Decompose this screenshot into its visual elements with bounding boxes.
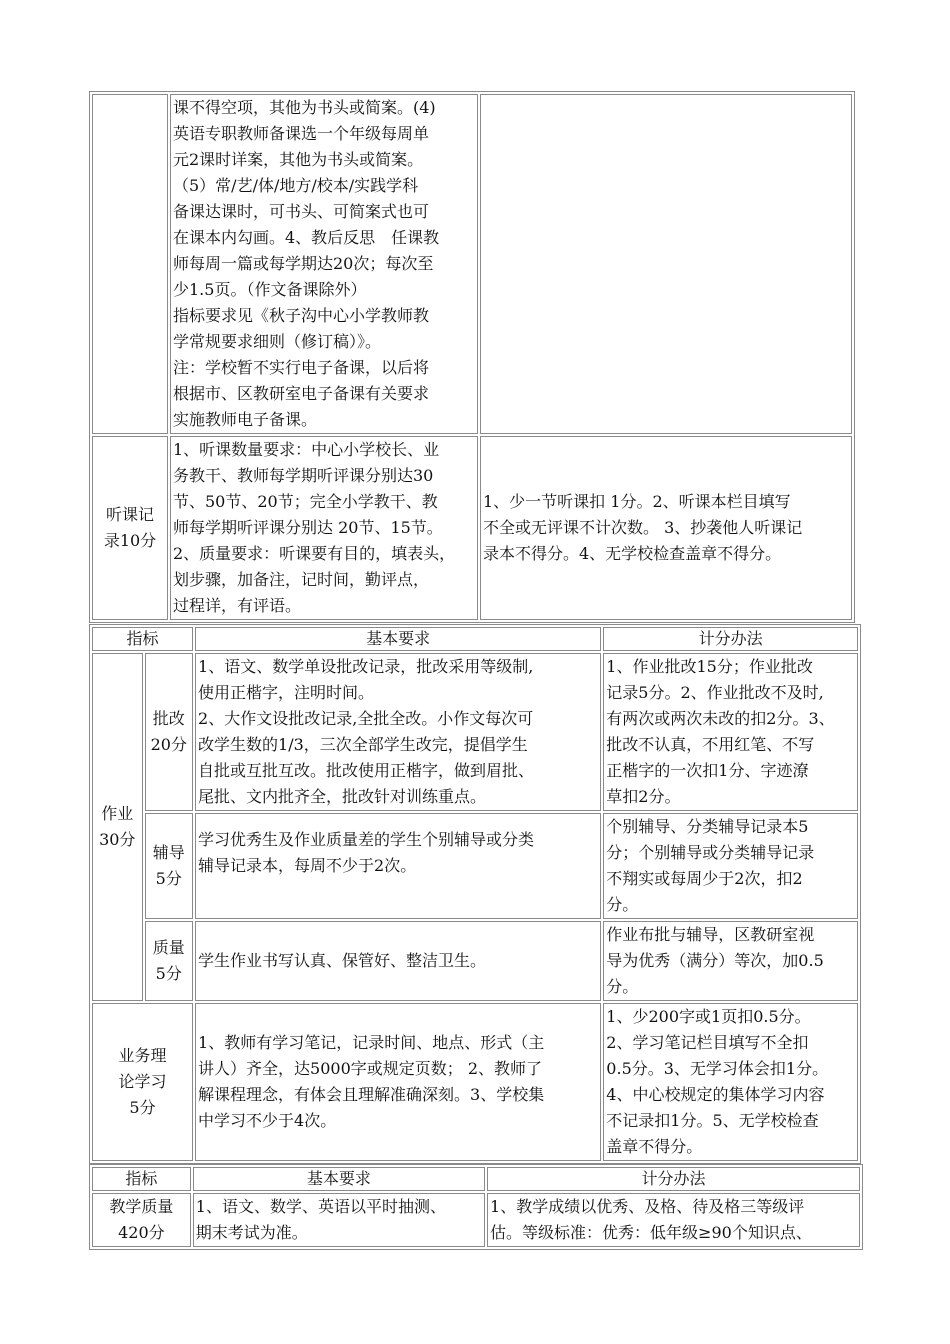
requirement-line: 师每周一篇或每学期达20次；每次至: [173, 254, 434, 273]
scoring-line: 1、少200字或1页扣0.5分。: [606, 1007, 811, 1026]
sub-line: 5分: [155, 869, 182, 888]
sub-indicator-cell: [145, 813, 194, 919]
table-row: [92, 436, 852, 620]
requirement-cell: [195, 1003, 601, 1161]
requirement-cell: [170, 94, 478, 434]
scoring-cell: [603, 813, 858, 919]
requirement-line: 1、教师有学习笔记，记录时间、地点、形式（主: [198, 1033, 545, 1052]
scoring-line: 草扣2分。: [606, 787, 681, 806]
table-header-row: [92, 1167, 860, 1191]
requirement-line: 少1.5页。（作文备课除外）: [173, 280, 367, 299]
requirement-line: 自批或互批互改。批改使用正楷字，做到眉批、: [198, 761, 535, 780]
requirement-line: 中学习不少于4次。: [198, 1111, 337, 1130]
requirement-line: 划步骤，加备注，记时间，勤评点，: [173, 570, 430, 589]
table-row: [92, 813, 858, 919]
indicator-line: 业务理: [118, 1046, 167, 1065]
requirement-line: 指标要求见《秋子沟中心小学教师教: [173, 306, 430, 325]
requirement-line: 学习优秀生及作业质量差的学生个别辅导或分类: [198, 830, 535, 849]
scoring-line: 估。等级标准：优秀：低年级≥90个知识点、: [490, 1223, 812, 1242]
indicator-line: 论学习: [118, 1072, 167, 1091]
sub-indicator-cell: [145, 653, 194, 811]
scoring-line: 不全或无评课不计次数。 3、抄袭他人听课记: [483, 518, 803, 537]
header-scoring: 计分办法: [603, 627, 858, 651]
group-indicator-cell: [92, 653, 143, 1001]
scoring-line: 个别辅导、分类辅导记录本5: [606, 817, 809, 836]
indicator-line: 教学质量: [109, 1197, 174, 1216]
indicator-cell: [92, 94, 168, 434]
indicator-cell: [92, 436, 168, 620]
sub-line: 质量: [152, 938, 185, 957]
scoring-line: 4、中心校规定的集体学习内容: [606, 1085, 825, 1104]
requirement-line: 备课达课时，可书头、可简案式也可: [173, 202, 430, 221]
requirement-line: 元2课时详案，其他为书头或简案。: [173, 150, 424, 169]
requirement-line: 根据市、区教研室电子备课有关要求: [173, 384, 430, 403]
requirement-line: 讲人）齐全，达5000字或规定页数； 2、教师了: [198, 1059, 543, 1078]
indicator-line: 5分: [129, 1098, 156, 1117]
table-row: [92, 653, 858, 811]
sub-line: 20分: [150, 735, 187, 754]
scoring-line: 导为优秀（满分）等次，加0.5: [606, 951, 824, 970]
requirement-line: 师每学期听评课分别达 20节、15节。: [173, 518, 443, 537]
scoring-line: 1、教学成绩以优秀、及格、待及格三等级评: [490, 1197, 805, 1216]
requirement-cell: [195, 921, 601, 1001]
header-indicator: 指标: [92, 627, 193, 651]
scoring-line: 不翔实或每周少于2次，扣2: [606, 869, 803, 888]
scoring-cell: [480, 436, 852, 620]
scoring-line: 记录5分。2、作业批改不及时,: [606, 683, 824, 702]
scoring-line: 分。: [606, 977, 639, 996]
requirement-line: 英语专职教师备课选一个年级每周单: [173, 124, 430, 143]
scoring-line: 批改不认真，不用红笔、不写: [606, 735, 815, 754]
indicator-line: 420分: [118, 1223, 165, 1242]
sub-line: 批改: [152, 709, 185, 728]
indicator-cell: [92, 1003, 193, 1161]
scoring-cell: [603, 921, 858, 1001]
sub-line: 5分: [155, 964, 182, 983]
scoring-line: 正楷字的一次扣1分、字迹潦: [606, 761, 809, 780]
sub-indicator-cell: [145, 921, 194, 1001]
scoring-line: 不记录扣1分。5、无学校检查: [606, 1111, 819, 1130]
group-line: 作业: [101, 804, 134, 823]
requirement-line: 解课程理念，有体会且理解准确深刻。3、学校集: [198, 1085, 545, 1104]
header-requirement: 基本要求: [193, 1167, 485, 1191]
requirement-line: 过程详，有评语。: [173, 596, 302, 615]
scoring-cell: [603, 653, 858, 811]
requirement-line: 1、语文、数学、英语以平时抽测、: [195, 1197, 446, 1216]
scoring-line: 分。: [606, 895, 639, 914]
requirement-line: 2、大作文设批改记录,全批全改。小作文每次可: [198, 709, 534, 728]
scoring-line: 1、作业批改15分；作业批改: [606, 657, 813, 676]
requirement-line: 1、语文、数学单设批改记录，批改采用等级制,: [198, 657, 534, 676]
requirement-cell: [170, 436, 478, 620]
requirement-line: 改学生数的1/3，三次全部学生改完，提倡学生: [198, 735, 528, 754]
requirement-line: 课不得空项，其他为书头或简案。(4): [173, 98, 436, 117]
scoring-line: 有两次或两次未改的扣2分。3、: [606, 709, 835, 728]
requirement-line: 使用正楷字，注明时间。: [198, 683, 375, 702]
scoring-line: 2、学习笔记栏目填写不全扣: [606, 1033, 809, 1052]
header-indicator: 指标: [92, 1167, 191, 1191]
header-scoring: 计分办法: [487, 1167, 860, 1191]
requirement-line: 实施教师电子备课。: [173, 410, 318, 429]
teaching-routine-table-1: [89, 91, 855, 623]
header-requirement: 基本要求: [195, 627, 601, 651]
scoring-cell: [480, 94, 852, 434]
scoring-cell: [487, 1193, 860, 1247]
scoring-line: 作业布批与辅导，区教研室视: [606, 925, 815, 944]
table-row: [92, 1193, 860, 1247]
teaching-routine-table-2: [89, 624, 861, 1164]
requirement-line: 辅导记录本，每周不少于2次。: [198, 856, 417, 875]
table-row: [92, 1003, 858, 1161]
indicator-line: 录10分: [103, 531, 157, 550]
requirement-line: 尾批、文内批齐全，批改针对训练重点。: [198, 787, 487, 806]
scoring-line: 分；个别辅导或分类辅导记录: [606, 843, 815, 862]
scoring-cell: [603, 1003, 858, 1161]
requirement-line: 注：学校暂不实行电子备课，以后将: [173, 358, 430, 377]
requirement-cell: [193, 1193, 485, 1247]
group-line: 30分: [99, 830, 136, 849]
requirement-line: 学常规要求细则（修订稿）》。: [173, 332, 382, 351]
requirement-line: 节、50节、20节；完全小学教干、教: [173, 492, 438, 511]
sub-line: 辅导: [152, 843, 185, 862]
table-row: [92, 94, 852, 434]
table-row: [92, 921, 858, 1001]
requirement-line: 1、听课数量要求：中心小学校长、业: [173, 440, 440, 459]
table-header-row: [92, 627, 858, 651]
scoring-line: 1、少一节听课扣 1分。2、听课本栏目填写: [483, 492, 791, 511]
scoring-line: 录本不得分。4、无学校检查盖章不得分。: [483, 544, 782, 563]
requirement-line: 2、质量要求：听课要有目的，填表头，: [173, 544, 456, 563]
requirement-cell: [195, 813, 601, 919]
requirement-line: 期末考试为准。: [195, 1223, 308, 1242]
scoring-line: 0.5分。3、无学习体会扣1分。: [606, 1059, 829, 1078]
requirement-line: 学生作业书写认真、保管好、整洁卫生。: [198, 951, 487, 970]
requirement-line: 务教干、教师每学期听评课分别达30: [173, 466, 434, 485]
requirement-cell: [195, 653, 601, 811]
requirement-line: 在课本内勾画。4、教后反思 任课教: [173, 228, 440, 247]
indicator-cell: [92, 1193, 191, 1247]
scoring-line: 盖章不得分。: [606, 1137, 703, 1156]
teaching-quality-table: [89, 1164, 863, 1250]
indicator-line: 听课记: [105, 505, 154, 524]
requirement-line: （5）常/艺/体/地方/校本/实践学科: [173, 176, 419, 195]
